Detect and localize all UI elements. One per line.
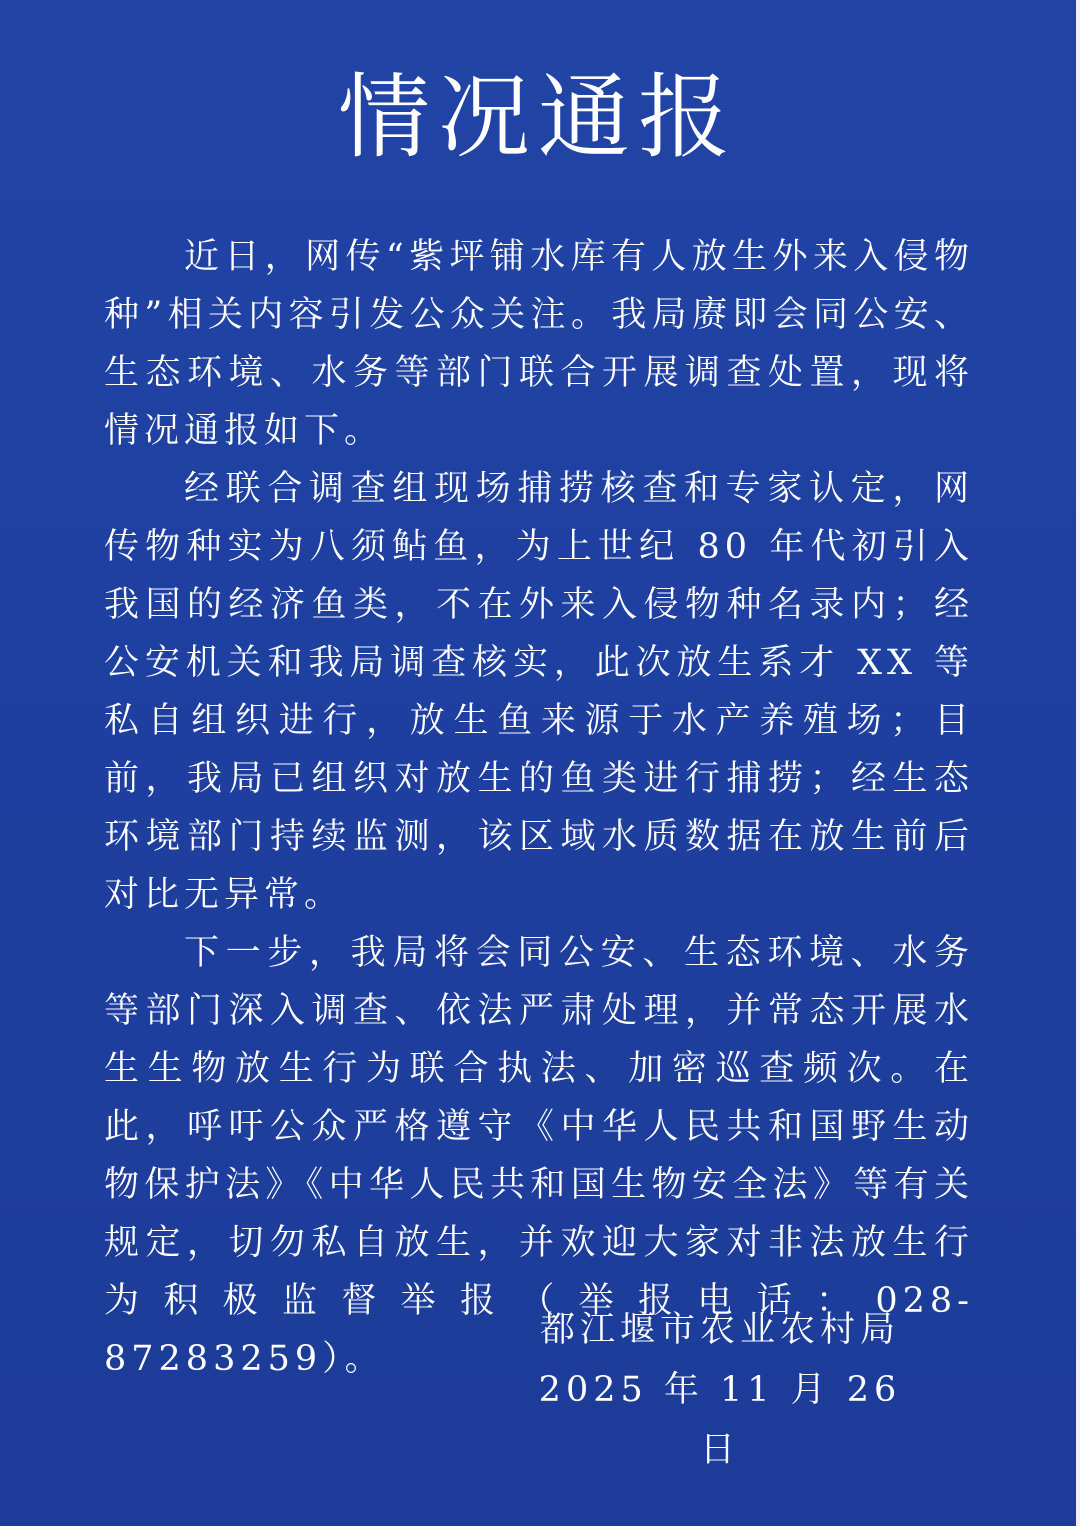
issue-date: 2025 年 11 月 26 日	[538, 1370, 902, 1470]
signature-block	[520, 1300, 920, 1480]
paragraph-findings: 经联合调查组现场捕捞核查和专家认定，网传物种实为八须鲇鱼，为上世纪 80 年代初引入我国的经济鱼类，不在外来入侵物种名录内；经公安机关和我局调查核实，此次放生系才 XX 等私自组织进行，放生鱼来源于水产养殖场；目前，我局已组织对放生的鱼类进行捕捞；经生态环境部门持续监测，该区域水质数据在放生前后对比无异常。	[104, 469, 974, 915]
notice-body	[104, 228, 974, 1388]
issuer-name: 都江堰市农业农村局	[539, 1310, 900, 1350]
page-title: 情况通报	[337, 64, 738, 171]
paragraph-intro: 近日，网传“紫坪铺水库有人放生外来入侵物种”相关内容引发公众关注。我局赓即会同公安、生态环境、水务等部门联合开展调查处置，现将情况通报如下。	[104, 237, 974, 451]
paragraph-next-steps: 下一步，我局将会同公安、生态环境、水务等部门深入调查、依法严肃处理，并常态开展水生生物放生行为联合执法、加密巡查频次。在此，呼吁公众严格遵守《中华人民共和国野生动物保护法》《中华人民共和国生物安全法》等有关规定，切勿私自放生，并欢迎大家对非法放生行为积极监督举报（举报电话：028-87283259）。	[104, 933, 974, 1379]
